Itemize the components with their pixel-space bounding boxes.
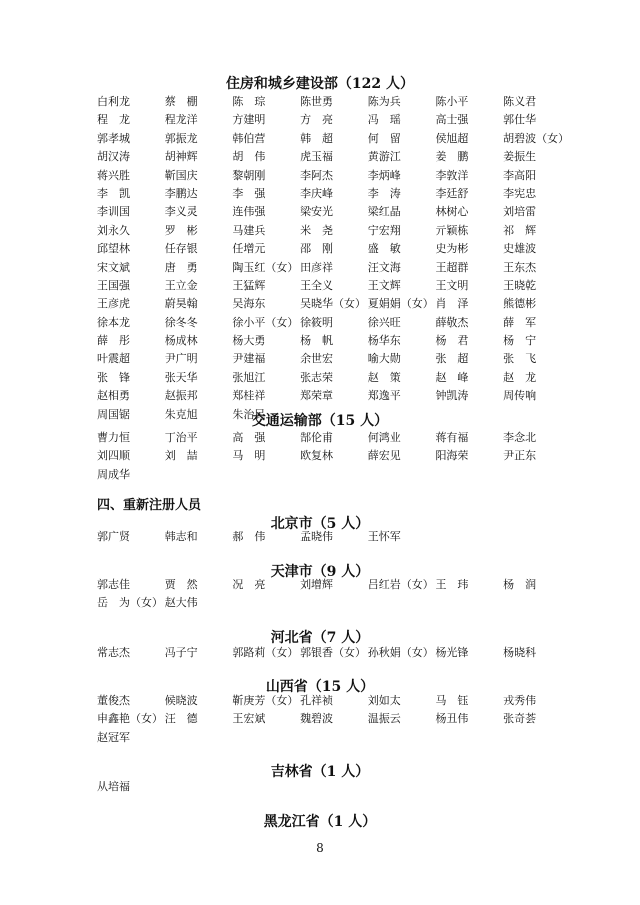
person-name: 郜伦甫 [300, 431, 334, 444]
section-title-hebei: 河北省（7 人） [270, 630, 370, 646]
person-name: 马 明 [232, 449, 266, 463]
person-name: 刘如太 [367, 694, 401, 707]
person-name: 马 钰 [435, 694, 469, 707]
person-name: 丁治平 [164, 431, 198, 444]
person-name: 杨华东 [367, 334, 401, 348]
person-name: 蔚昊翰 [164, 297, 198, 311]
person-name: 徐兴旺 [367, 315, 401, 329]
person-name: 王文辉 [367, 278, 401, 292]
person-name: 余世宏 [300, 352, 334, 366]
person-name: 薛宏见 [367, 449, 401, 463]
person-name: 李训国 [97, 205, 130, 219]
person-name: 史雄波 [503, 242, 537, 256]
person-name: 胡碧波（女） [503, 131, 570, 145]
person-name: 赵振邦 [164, 389, 198, 403]
person-name: 李廷舒 [435, 186, 469, 200]
name-list-hebei [97, 644, 567, 662]
person-name: 姜 鹏 [435, 150, 469, 164]
person-name: 周国锯 [97, 407, 130, 421]
person-name: 李 强 [232, 186, 266, 200]
person-name: 虎玉福 [300, 150, 334, 164]
person-name: 赵冠军 [97, 730, 130, 744]
person-name: 何鸿业 [367, 431, 401, 444]
person-name: 薛敬杰 [435, 315, 469, 329]
person-name: 吴晓华（女） [300, 297, 367, 311]
person-name: 李高阳 [503, 168, 537, 182]
person-name: 薛 军 [503, 315, 537, 329]
person-name: 杨成林 [164, 334, 198, 348]
section-title-tianjin: 天津市（9 人） [270, 564, 370, 580]
person-name: 蒋有福 [435, 431, 469, 444]
person-name: 侯旭超 [435, 131, 469, 145]
person-name: 吴海东 [232, 297, 266, 311]
person-name: 胡神辉 [164, 150, 198, 164]
person-name: 何 留 [367, 131, 401, 145]
person-name: 阳海荣 [435, 449, 469, 463]
person-name: 朱治民 [232, 407, 266, 421]
person-name: 张 飞 [503, 352, 537, 366]
person-name: 祁 辉 [503, 223, 537, 237]
person-name: 程 龙 [97, 113, 130, 127]
person-name: 熊德彬 [503, 297, 537, 311]
person-name: 韩志和 [164, 530, 198, 543]
person-name: 赵大伟 [164, 596, 198, 610]
person-name: 徐本龙 [97, 315, 130, 329]
person-name: 常志杰 [97, 646, 130, 659]
person-name: 周传响 [503, 389, 537, 403]
person-name: 尹广明 [164, 352, 198, 366]
person-name: 申鑫艳（女） [97, 712, 163, 726]
section-title-shanxi: 山西省（15 人） [265, 679, 375, 695]
person-name: 任增元 [232, 242, 266, 256]
person-name: 黎朝刚 [232, 168, 266, 182]
person-name: 王超群 [435, 260, 469, 274]
person-name: 邵 刚 [300, 242, 334, 256]
person-name: 夏娟娟（女） [367, 297, 434, 311]
person-name: 张志荣 [300, 370, 334, 384]
person-name: 陈义君 [503, 95, 537, 108]
person-name: 王宏斌 [232, 712, 266, 726]
name-list-mot [97, 429, 567, 484]
name-list-shanxi [97, 692, 567, 747]
person-name: 刘培雷 [503, 205, 537, 219]
person-name: 靳庚芳（女） [232, 694, 299, 707]
person-name: 宋文斌 [97, 260, 130, 274]
person-name: 冯 瑶 [367, 113, 401, 127]
person-name: 肖 泽 [435, 297, 469, 311]
person-name: 候晓波 [164, 694, 198, 707]
person-name: 从培福 [97, 780, 130, 793]
person-name: 张天华 [164, 370, 198, 384]
person-name: 韩 超 [300, 131, 334, 145]
person-name: 郑逸平 [367, 389, 401, 403]
person-name: 孔祥祯 [300, 694, 334, 707]
person-name: 王彦虎 [97, 297, 130, 311]
person-name: 刘永久 [97, 223, 130, 237]
person-name: 蒋兴胜 [97, 168, 130, 182]
person-name: 张 锋 [97, 370, 130, 384]
person-name: 赵 峰 [435, 370, 469, 384]
heading-re-registered: 四、重新注册人员 [97, 498, 202, 513]
person-name: 徐冬冬 [164, 315, 198, 329]
person-name: 周成华 [97, 467, 130, 481]
person-name: 孟晓伟 [300, 530, 334, 543]
person-name: 胡 伟 [232, 150, 266, 164]
person-name: 贾 然 [164, 578, 198, 591]
person-name: 马建兵 [232, 223, 266, 237]
person-name: 杨光锋 [435, 646, 469, 659]
person-name: 王怀军 [367, 530, 401, 543]
name-list-jilin [97, 778, 567, 796]
person-name: 李敦洋 [435, 168, 469, 182]
person-name: 李念北 [503, 431, 537, 444]
person-name: 李庆峰 [300, 186, 334, 200]
person-name: 方建明 [232, 113, 266, 127]
person-name: 程龙洋 [164, 113, 198, 127]
page-number: 8 [316, 841, 324, 855]
person-name: 任存银 [164, 242, 198, 256]
person-name: 李义灵 [164, 205, 198, 219]
person-name: 杨 帆 [300, 334, 334, 348]
person-name: 赵 策 [367, 370, 401, 384]
person-name: 汪文海 [367, 260, 401, 274]
person-name: 李炳峰 [367, 168, 401, 182]
section-title-mot: 交通运输部（15 人） [251, 413, 389, 429]
person-name: 亓颖栋 [435, 223, 469, 237]
person-name: 杨晓科 [503, 646, 537, 659]
person-name: 唐 勇 [164, 260, 198, 274]
person-name: 米 尧 [300, 223, 334, 237]
section-title-beijing: 北京市（5 人） [270, 516, 370, 532]
person-name: 连伟强 [232, 205, 266, 219]
person-name: 高 强 [232, 431, 266, 444]
name-list-beijing [97, 528, 567, 546]
person-name: 董俊杰 [97, 694, 130, 707]
person-name: 李 涛 [367, 186, 401, 200]
person-name: 王猛辉 [232, 278, 266, 292]
person-name: 林树心 [435, 205, 469, 219]
person-name: 郭孝城 [97, 131, 130, 145]
person-name: 方 亮 [300, 113, 334, 127]
person-name: 盛 敏 [367, 242, 401, 256]
person-name: 胡汉涛 [97, 150, 130, 164]
person-name: 王国强 [97, 278, 130, 292]
person-name: 杨丑伟 [435, 712, 469, 726]
person-name: 王东杰 [503, 260, 537, 274]
person-name: 杨大勇 [232, 334, 266, 348]
person-name: 赵 龙 [503, 370, 537, 384]
person-name: 戎秀伟 [503, 694, 537, 707]
person-name: 欧复林 [300, 449, 334, 463]
person-name: 陶玉红（女） [232, 260, 299, 274]
person-name: 田彦祥 [300, 260, 334, 274]
name-list-mohurd [97, 93, 570, 424]
person-name: 郭振龙 [164, 131, 198, 145]
person-name: 王文明 [435, 278, 469, 292]
person-name: 赵相勇 [97, 389, 130, 403]
person-name: 朱克旭 [164, 407, 198, 421]
person-name: 郭银香（女） [300, 646, 367, 659]
person-name: 陈小平 [435, 95, 469, 108]
person-name: 李鹏达 [164, 186, 198, 200]
person-name: 蔡 棚 [164, 95, 198, 108]
person-name: 陈世勇 [300, 95, 334, 108]
person-name: 郭路莉（女） [232, 646, 299, 659]
person-name: 张旭江 [232, 370, 266, 384]
person-name: 黄游江 [367, 150, 401, 164]
person-name: 郑荣章 [300, 389, 334, 403]
person-name: 魏碧波 [300, 712, 334, 726]
person-name: 孙秋娟（女） [367, 646, 434, 659]
person-name: 李阿杰 [300, 168, 334, 182]
person-name: 高士强 [435, 113, 469, 127]
person-name: 李宪忠 [503, 186, 537, 200]
person-name: 吕红岩（女） [367, 578, 434, 591]
person-name: 靳国庆 [164, 168, 198, 182]
person-name: 徐小平（女） [232, 315, 299, 329]
person-name: 钟凯涛 [435, 389, 469, 403]
person-name: 李 凯 [97, 186, 130, 200]
person-name: 杨 润 [503, 578, 537, 591]
person-name: 张奇荟 [503, 712, 537, 726]
person-name: 姜振生 [503, 150, 537, 164]
person-name: 宁宏翔 [367, 223, 401, 237]
person-name: 白利龙 [97, 95, 130, 108]
person-name: 况 亮 [232, 578, 266, 591]
person-name: 郭广贤 [97, 530, 130, 543]
person-name: 郭志佳 [97, 578, 130, 591]
person-name: 刘四顺 [97, 449, 130, 463]
person-name: 陈 琮 [232, 95, 266, 108]
section-title-mohurd: 住房和城乡建设部（122 人） [225, 76, 415, 92]
person-name: 刘增辉 [300, 578, 334, 591]
person-name: 史为彬 [435, 242, 469, 256]
person-name: 岳 为（女） [97, 596, 163, 610]
person-name: 刘 喆 [164, 449, 198, 463]
person-name: 王全义 [300, 278, 334, 292]
section-title-heilongjiang: 黑龙江省（1 人） [263, 814, 377, 830]
person-name: 韩伯营 [232, 131, 266, 145]
person-name: 尹正东 [503, 449, 537, 463]
person-name: 邱望林 [97, 242, 130, 256]
person-name: 尹建福 [232, 352, 266, 366]
person-name: 叶震超 [97, 352, 130, 366]
person-name: 冯子宁 [164, 646, 198, 659]
person-name: 郭仕华 [503, 113, 537, 127]
person-name: 梁安光 [300, 205, 334, 219]
person-name: 王立金 [164, 278, 198, 292]
person-name: 温振云 [367, 712, 401, 726]
person-name: 徐筱明 [300, 315, 334, 329]
person-name: 郝 伟 [232, 530, 266, 543]
person-name: 罗 彬 [164, 223, 198, 237]
person-name: 喻大勋 [367, 352, 401, 366]
name-list-tianjin [97, 576, 567, 613]
person-name: 王 玮 [435, 578, 469, 591]
person-name: 杨 君 [435, 334, 469, 348]
person-name: 曹力恒 [97, 431, 130, 444]
person-name: 汪 德 [164, 712, 198, 726]
person-name: 郑桂祥 [232, 389, 266, 403]
person-name: 薛 彤 [97, 334, 130, 348]
person-name: 王晓乾 [503, 278, 537, 292]
person-name: 陈为兵 [367, 95, 401, 108]
person-name: 张 超 [435, 352, 469, 366]
person-name: 杨 宁 [503, 334, 537, 348]
section-title-jilin: 吉林省（1 人） [270, 764, 370, 780]
person-name: 梁红晶 [367, 205, 401, 219]
